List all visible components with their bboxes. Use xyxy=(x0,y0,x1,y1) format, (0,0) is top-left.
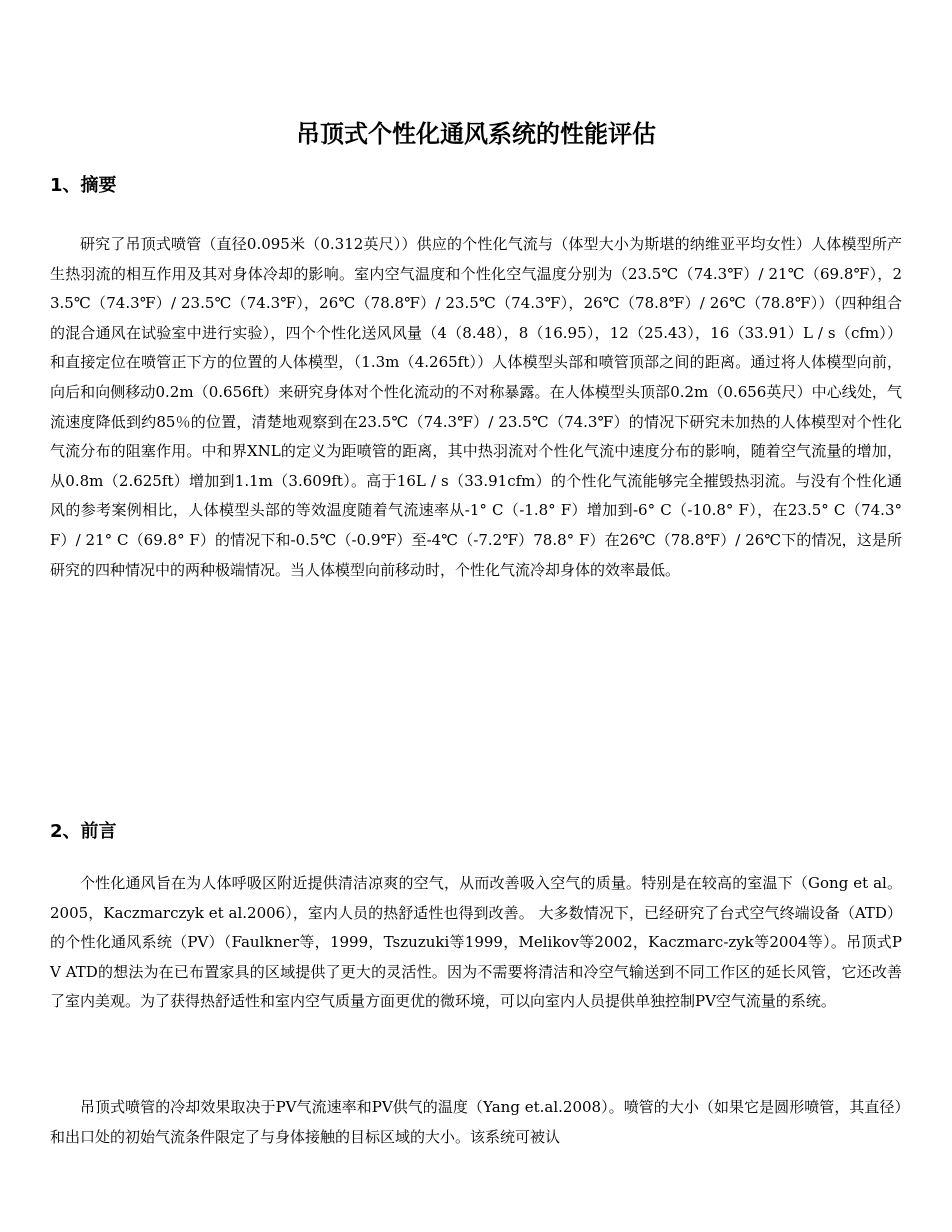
introduction-paragraph-2: 吊顶式喷管的冷却效果取决于PV气流速率和PV供气的温度（Yang et.al.2008）。喷管的大小（如果它是圆形喷管，其直径）和出口处的初始气流条件限定了与身体接触的目标区域的大小。该系统可被认 xyxy=(50,1098,902,1146)
document-title: 吊顶式个性化通风系统的性能评估 xyxy=(296,120,656,148)
abstract-paragraph: 研究了吊顶式喷管（直径0.095米（0.312英尺））供应的个性化气流与（体型大小为斯堪的纳维亚平均女性）人体模型所产生热羽流的相互作用及其对身体冷却的影响。室内空气温度和个性化空气温度分别为（23.5℃（74.3℉）/ 21℃（69.8℉），23.5℃（74.3℉）/ 23.5℃（74.3℉），26℃（78.8℉）/ 23.5℃（74.3℉），26℃（78.8℉）/ 26℃（78.8℉））（四种组合的混合通风在试验室中进行实验），四个个性化送风风量（4（8.48），8（16.95），12（25.43），16（33.91）L / s（cfm））和直接定位在喷管正下方的位置的人体模型，（1.3m（4.265ft））人体模型头部和喷管顶部之间的距离。通过将人体模型向前，向后和向侧移动0.2m（0.656ft）来研究身体对个性化流动的不对称暴露。在人体模型头顶部0.2m（0.656英尺）中心线处，气流速度降低到约85％的位置，清楚地观察到在23.5℃（74.3℉）/ 23.5℃（74.3℉）的情况下研究未加热的人体模型对个性化气流分布的阻塞作用。中和界XNL的定义为距喷管的距离，其中热羽流对个性化气流中速度分布的影响，随着空气流量的增加，从0.8m（2.625ft）增加到1.1m（3.609ft）。高于16L / s（33.91cfm）的个性化气流能够完全摧毁热羽流。与没有个性化通风的参考案例相比，人体模型头部的等效温度随着气流速率从-1° C（-1.8° F）增加到-6° C（-10.8° F），在23.5° C（74.3° F）/ 21° C（69.8° F）的情况下和-0.5℃（-0.9℉）至-4℃（-7.2℉）78.8° F）在26℃（78.8℉）/ 26℃下的情况，这是所研究的四种情况中的两种极端情况。当人体模型向前移动时，个性化气流冷却身体的效率最低。 xyxy=(50,235,902,579)
introduction-paragraph-1: 个性化通风旨在为人体呼吸区附近提供清洁凉爽的空气，从而改善吸入空气的质量。特别是在较高的室温下（Gong et al。2005，Kaczmarczyk et al.2006），室内人员的热舒适性也得到改善。 大多数情况下，已经研究了台式空气终端设备（ATD）的个性化通风系统（PV）（Faulkner等，1999，Tszuzuki等1999，Melikov等2002，Kaczmarc-zyk等2004等）。吊顶式PV ATD的想法为在已布置家具的区域提供了更大的灵活性。因为不需要将清洁和冷空气输送到不同工作区的延长风管，它还改善了室内美观。为了获得热舒适性和室内空气质量方面更优的微环境，可以向室内人员提供单独控制PV空气流量的系统。 xyxy=(50,874,902,1011)
abstract-heading: 1、摘要 xyxy=(50,175,117,196)
introduction-heading: 2、前言 xyxy=(50,821,117,842)
